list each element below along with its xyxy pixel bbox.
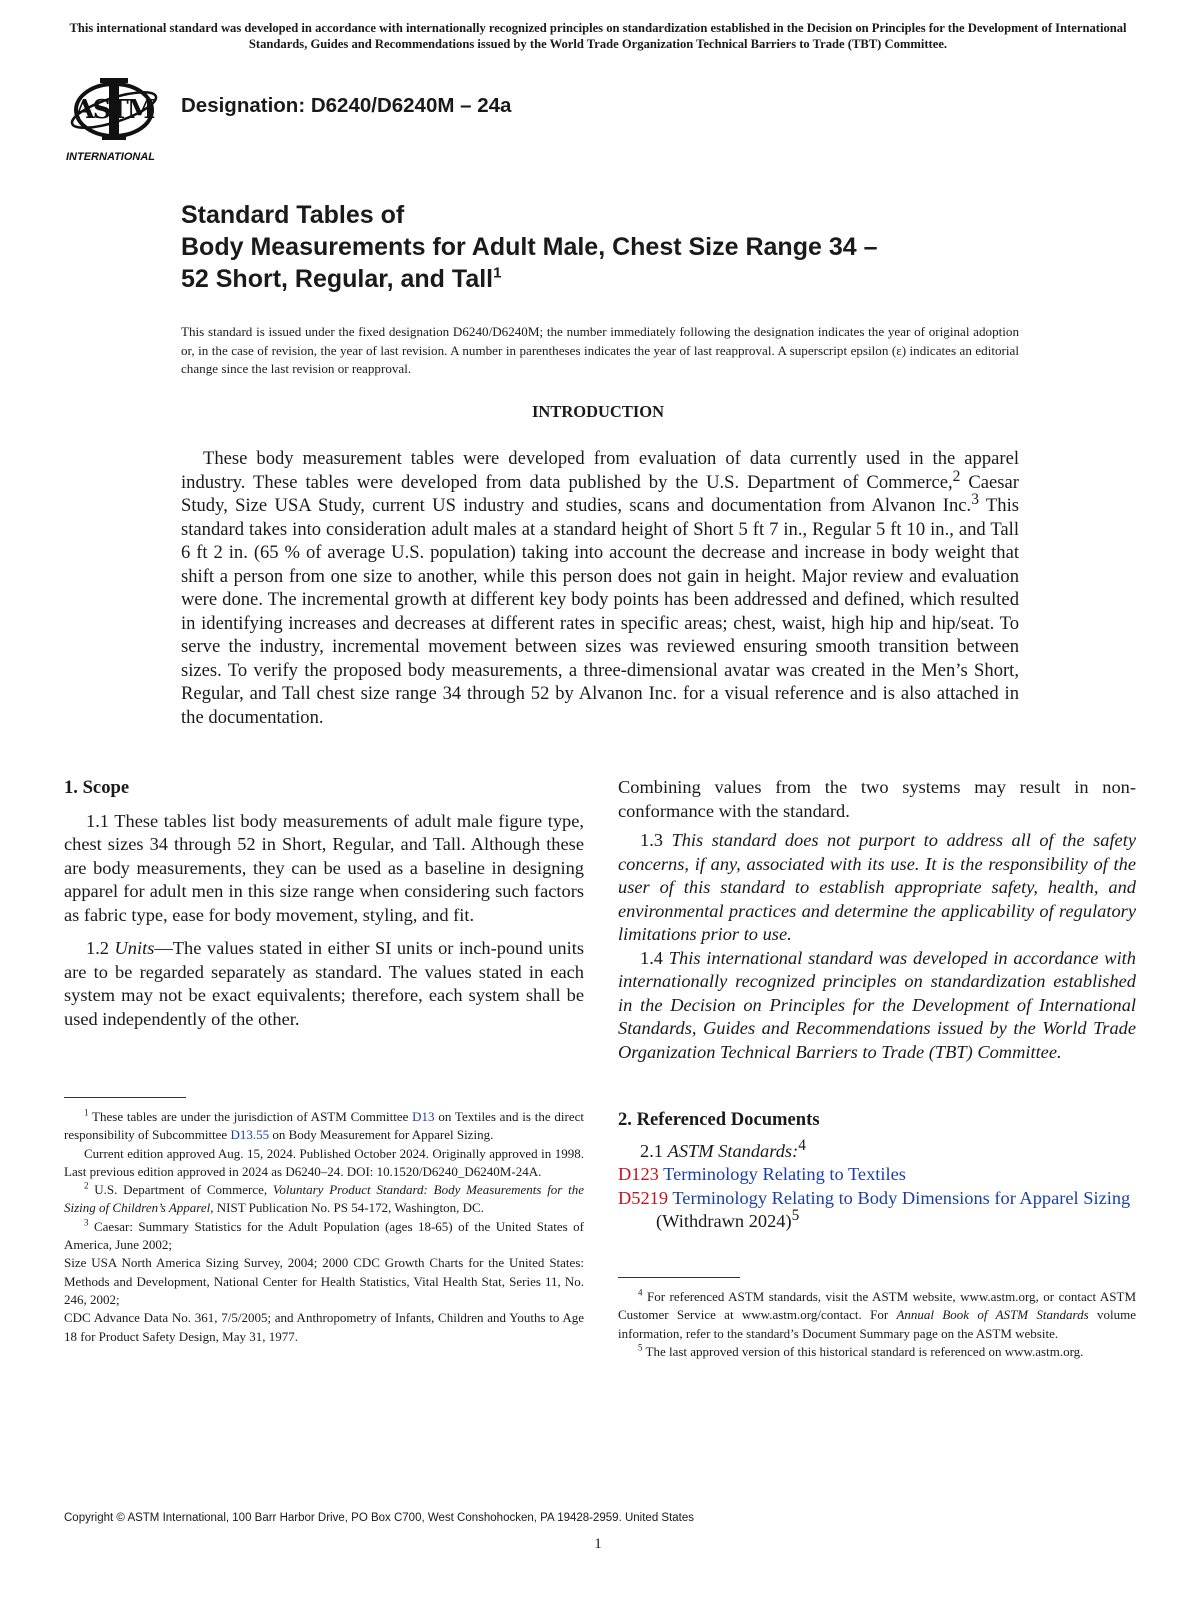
title-line-3 [181, 263, 1021, 295]
section-1-3-text: This standard does not purport to address all of the safety concerns, if any, associated with its use. It is the responsibility of the user of this standard to establish appropriate safety, health, and environmental practices and determine the applicability of regulatory limitations prior to use. [618, 830, 1136, 944]
referenced-documents-heading: 2. Referenced Documents [618, 1109, 820, 1130]
introduction-heading: INTRODUCTION [531, 402, 665, 421]
reference-d5219[interactable] [618, 1187, 1136, 1234]
section-2-1-footnote-ref: 4 [798, 1136, 806, 1154]
footnote-2 [64, 1181, 584, 1218]
section-1-4-text: This international standard was developed in accordance with internationally recognized principles on standardization established in the Decision on Principles for the Development of International Standards, Guides and Recommendations issued by the World Trade Organization Technical Barriers to Trade (TBT) Committee. [618, 947, 1136, 1062]
footnote-3 [64, 1218, 584, 1255]
committee-d13-link[interactable]: D13 [412, 1109, 435, 1124]
logo-letters: ASTM [74, 95, 154, 125]
footnote-1-text-a: These tables are under the jurisdiction of ASTM Committee [88, 1109, 413, 1124]
introduction-paragraph [181, 447, 1019, 729]
logo-subtext: INTERNATIONAL [66, 151, 156, 163]
copyright-notice: Copyright © ASTM International, 100 Barr Harbor Drive, PO Box C700, West Conshohocken, PA 19428-2959. United States [64, 1512, 695, 1524]
astm-logo-mark [64, 70, 168, 166]
intro-text-b: Caesar Study, Size USA Study, current US industry and studies, scans and documentation from Alvanon Inc. [181, 471, 1019, 516]
footnote-rule-right [618, 1277, 740, 1278]
footnote-5-mark: 5 [638, 1342, 643, 1353]
intro-footnote-ref-3: 3 [971, 490, 979, 508]
footnote-4-mark: 4 [638, 1287, 643, 1298]
section-1-2 [64, 937, 584, 1031]
footnote-3-c: CDC Advance Data No. 361, 7/5/2005; and Anthropometry of Infants, Children and Youths to Age 18 for Product Safety Design, May 31, 1977. [64, 1310, 584, 1344]
footnote-5-text: The last approved version of this historical standard is referenced on www.astm.org. [642, 1343, 1084, 1359]
footnote-5 [618, 1343, 1136, 1361]
footnote-2-text-a: U.S. Department of Commerce, [88, 1182, 273, 1198]
section-1-4-num: 1.4 [640, 947, 669, 968]
intro-text-a: These body measurement tables were developed from evaluation of data currently used in the apparel industry. These tables were developed from data published by the U.S. Department of Commerce, [181, 448, 1019, 493]
section-2-1 [618, 1136, 1136, 1164]
footnote-3-b: Size USA North America Sizing Survey, 2004; 2000 CDC Growth Charts for the United States: Methods and Development, National Center for Health Statistics, Vital Health Stat, Series 11, No. 246, 2002; [64, 1255, 584, 1307]
footnote-2-mark: 2 [84, 1180, 89, 1191]
footnote-4-text-b: volume information, refer to the standard’s Document Summary page on the ASTM website. [618, 1307, 1137, 1341]
wto-notice: This international standard was developed in accordance with internationally recognized principles on standardization established in the Decision on Principles for the Development of International Standards, Guides and Recommendations issued by the World Trade Organization Technical Barriers to Trade (TBT) Committee. [69, 21, 1127, 51]
footnotes-right [618, 1288, 1136, 1361]
reference-d5219-footnote-ref: 5 [791, 1206, 800, 1224]
footnote-2-text-b: , NIST Publication No. PS 54-172, Washington, DC. [210, 1200, 484, 1216]
footnote-3-mark: 3 [84, 1217, 89, 1228]
referenced-documents [618, 1108, 1136, 1234]
title-line-1: Standard Tables of [181, 201, 405, 229]
standard-title [181, 199, 1021, 295]
designation: Designation: D6240/D6240M – 24a [181, 94, 512, 117]
footnote-rule-left [64, 1097, 186, 1098]
astm-logo [64, 70, 168, 166]
intro-footnote-ref-2: 2 [952, 467, 961, 485]
reference-d123-title[interactable]: Terminology Relating to Textiles [663, 1164, 906, 1184]
footnote-3-text-a: Caesar: Summary Statistics for the Adult Population (ages 18-65) of the United States of America, June 2002; [64, 1218, 584, 1253]
section-1-1: 1.1 These tables list body measurements of adult male figure type, chest sizes 34 through 52 in Short, Regular, and Tall. Although these are body measurements, they can be used as a baseline in designing apparel for adult men in this size range when considering such factors as fabric type, ease for body movement, styling, and fit. [64, 810, 584, 925]
reference-d5219-title[interactable]: Terminology Relating to Body Dimensions for Apparel Sizing [672, 1187, 1131, 1208]
title-footnote-ref: 1 [493, 264, 502, 282]
section-1-2-units: Units [114, 938, 155, 958]
reference-d5219-withdrawn-note: (Withdrawn 2024) [656, 1211, 792, 1231]
footnote-1 [64, 1108, 584, 1145]
intro-text-c: This standard takes into consideration adult males at a standard height of Short 5 ft 7 in., Regular 5 ft 10 in., and Tall 6 ft 2 in. (65 % of average U.S. population) taking into account the decrease and increase in body weight that shift a person from one size to another, while this person does not gain in height. Major review and evaluation were done. The incremental growth at different key body points has been addressed and defined, which resulted in identifying increases and decreases at different rates in specific areas; chest, waist, high hip and hip/seat. To serve the industry, incremental movement between sizes was reviewed ensuring smooth transition between sizes. To verify the proposed body measurements, a three-dimensional avatar was created in the Men’s Short, Regular, and Tall chest size range 34 through 52 by Alvanon Inc. for a visual reference and is also attached in the documentation. [181, 495, 1019, 728]
reference-d123-code[interactable]: D123 [618, 1164, 659, 1184]
footnote-2-publication: Voluntary Product Standard: Body Measurements for the Sizing of Children’s Apparel [64, 1182, 585, 1216]
reference-d5219-code[interactable]: D5219 [618, 1187, 669, 1208]
annual-book-title: Annual Book of ASTM Standards [896, 1307, 1089, 1323]
astm-standards-label: ASTM Standards: [667, 1140, 799, 1161]
issuance-note: This standard is issued under the fixed designation D6240/D6240M; the number immediately following the designation indicates the year of original adoption or, in the case of revision, the year of last revision. A number in parentheses indicates the year of last reapproval. A superscript epsilon (ε) indicates an editorial change since the last revision or reapproval. [181, 324, 1019, 377]
section-1-2-num: 1.2 [86, 938, 115, 958]
footnote-1-text-c: on Body Measurement for Apparel Sizing. [269, 1127, 494, 1143]
scope-heading: 1. Scope [64, 777, 130, 798]
section-1-4 [618, 947, 1136, 1065]
title-line-2: Body Measurements for Adult Male, Chest Size Range 34 – [181, 233, 878, 261]
footnote-4 [618, 1288, 1136, 1343]
page-number: 1 [594, 1536, 602, 1552]
title-line-3-text: 52 Short, Regular, and Tall [181, 265, 494, 293]
reference-d123[interactable] [618, 1163, 1136, 1187]
left-column [64, 776, 584, 1031]
section-1-3 [618, 829, 1136, 947]
section-1-3-num: 1.3 [640, 830, 672, 850]
section-2-1-num: 2.1 [640, 1140, 668, 1161]
footnote-1-mark: 1 [84, 1107, 89, 1118]
footnote-1-edition: Current edition approved Aug. 15, 2024. Published October 2024. Originally approved in 1998. Last previous edition approved in 2024 as D6240–24. DOI: 10.1520/D6240_D6240M-24A. [64, 1145, 584, 1179]
footnotes-left [64, 1108, 584, 1346]
footnote-1-text-b: on Textiles and is the direct responsibility of Subcommittee [64, 1109, 584, 1143]
right-column [618, 776, 1136, 1064]
footnote-4-text-a: For referenced ASTM standards, visit the ASTM website, www.astm.org, or contact ASTM Customer Service at www.astm.org/contact. For [618, 1289, 1136, 1323]
subcommittee-d13-55-link[interactable]: D13.55 [230, 1127, 270, 1143]
section-1-2-text: —The values stated in either SI units or inch-pound units are to be regarded separately as standard. The values stated in each system may not be exact equivalents; therefore, each system shall be used independently of the other. [64, 938, 584, 1029]
section-1-2-continued: Combining values from the two systems may result in non-conformance with the standard. [618, 777, 1136, 821]
